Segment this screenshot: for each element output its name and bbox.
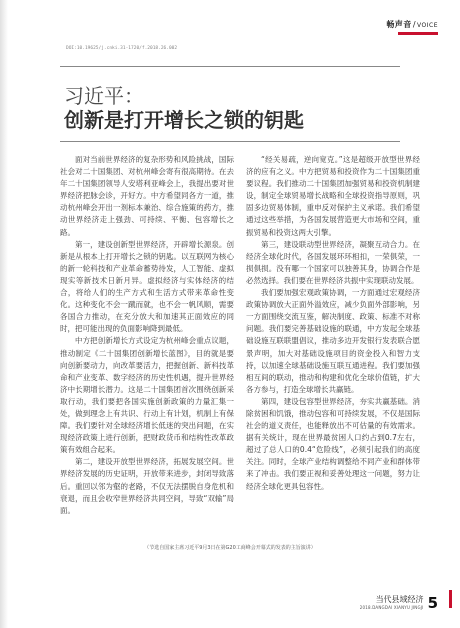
body-paragraph: 中方把创新增长方式设定为杭州峰会重点议题，推动制定《二十国集团创新增长蓝图》，目的就是要向创新要动力，向改革要活力，把握创新、新科技革命和产业变革、数字经济的历史性机遇，提升世界经济中长期增长潜力。这是二十国集团首次围绕创新采取行动，我们要把各国实施创新政策的力量汇集一处，做到理念上有共识、行动上有计划，机制上有保障。我们要针对全球经济增长低迷的突出问题，在实现经济政策上进行创新，把财政货币和结构性改革政策有效组合起来。 (60, 336, 234, 455)
page-edge-marker (449, 590, 452, 608)
page-footer (360, 594, 438, 610)
body-paragraph: 第二，建设开放型世界经济，拓展发展空间。世界经济发展的历史证明，开放带来进步，封闭导致落后。重回以邻为壑的老路，不仅无法摆脱自身危机和衰退，而且会收窄世界经济共同空间，导致“双输”局面。 (60, 457, 234, 515)
section-tag-en: VOICE (417, 22, 438, 29)
body-column-left (60, 154, 234, 517)
section-tag-slash: / (412, 20, 417, 29)
body-column-right (246, 154, 420, 493)
body-paragraph: 第三，建设联动型世界经济，凝聚互动合力。在经济全球化时代，各国发展环环相扣，一荣俱荣，一损俱损。没有哪一个国家可以独善其身，协调合作是必然选择。我们要在世界经济共振中实现联动发展。 (246, 239, 420, 285)
section-tag (386, 19, 438, 30)
body-paragraph: 面对当前世界经济的复杂形势和风险挑战，国际社会对二十国集团、对杭州峰会寄有很高期待。在去年二十国集团领导人安塔利亚峰会上，我提出要对世界经济把脉会诊，开好方。中方希望同各方一道，推动杭州峰会开出一剂标本兼治、综合施策的药方，推动世界经济走上强劲、可持续、平衡、包容增长之路。 (60, 155, 234, 237)
article-title-headline: 创新是打开增长之锁的钥匙 (64, 108, 304, 132)
magazine-name-cn: 当代县域经济 (375, 595, 424, 604)
article-title-speaker: 习近平： (64, 84, 144, 108)
section-tag-cn: 畅声音 (386, 20, 412, 29)
body-paragraph: 第四，建设包容型世界经济，夯实共赢基础。消除贫困和饥饿，推动包容和可持续发展，不仅是国际社会的道义责任，也能释放出不可估量的有效需求。据有关统计，现在世界最贫困人口约占到0.7左右，超过了总人口的0.4“危险线”，必须引起我们的高度关注。同时，全球产业结构调整给不同产业和群体带来了冲击。我们要正视和妥善处理这一问题，努力让经济全球化更具包容性。 (246, 396, 420, 491)
gutter-shadow (0, 0, 8, 628)
body-paragraph: 我们要加强宏观政策协调，一方面通过宏观经济政策协调放大正面外溢效应，减少负面外部影响，另一方面围绕交流互鉴，解决制度、政策、标准不对称问题。我们要完善基础设施的联通，中方发起全球基础设施互联联盟倡议，推动多边开发银行发表联合愿景声明，加大对基础设施项目的资金投入和智力支持，以加速全球基础设施互联互通进程。我们要加强相互间的联动，推动和构建和优化全球价值链，扩大各方参与，打造全球增长共赢链。 (246, 288, 420, 394)
body-paragraph: 第一，建设创新型世界经济，开辟增长源泉。创新是从根本上打开增长之锁的钥匙。以互联网为核心的新一轮科技和产业革命蓄势待发，人工智能、虚拟现实等新技术日新月异。虚拟经济与实体经济的结合，将给人们的生产方式和生活方式带来革命性变化。这种变化不会一蹴而就，也不会一帆风顺，需要各国合力推动，在充分放大和加速其正面效应的同时，把可能出现的负面影响降到最低。 (60, 239, 234, 334)
magazine-name-en: 2018.DANGDAI XIANYU JINGJI (359, 605, 424, 610)
page-number: 5 (427, 594, 438, 612)
magazine-names (360, 594, 424, 610)
body-paragraph: “经关易疏，逆向宽克。”这是超级开放型世界经济的应有之义。中方把贸易和投资作为二十国集团重要议程。我们推动二十国集团加强贸易和投资机制建设，制定全球贸易增长战略和全球投资指导原则，巩固多边贸易体制，重申反对保护主义承诺。我们希望通过这些举措，为各国发展营造更大市场和空间，重振贸易和投资这两大引擎。 (246, 155, 420, 237)
doi-line: DOI:10.19625/j.cnki.31-1720/f.2018.26.002 (66, 46, 178, 51)
source-footnote: （节选自国家主席习近平9月3日在第G20工商峰会开幕式的发表的主旨演讲） (144, 545, 316, 551)
section-accent-rule (398, 32, 438, 35)
